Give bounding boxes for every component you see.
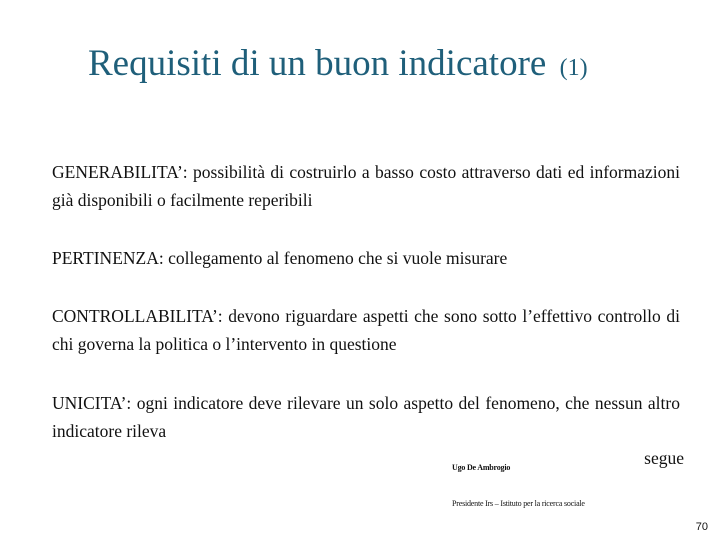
paragraph-controllabilita: CONTROLLABILITA’: devono riguardare aspetti che sono sotto l’effettivo controllo di chi governa la politica o l’intervento in questione: [52, 306, 680, 354]
slide-title-text: Requisiti di un buon indicatore: [88, 43, 547, 84]
author-name: Ugo De Ambrogio: [452, 463, 511, 472]
paragraph-generabilita: GENERABILITA’: possibilità di costruirlo a basso costo attraverso dati ed informazioni già disponibili o facilmente reperibili: [52, 162, 680, 210]
paragraph-unicita: UNICITA’: ogni indicatore deve rilevare un solo aspetto del fenomeno, che nessun altro indicatore rileva: [52, 393, 680, 441]
author-affiliation: Presidente Irs – Istituto per la ricerca sociale: [452, 499, 585, 508]
segue-label: segue: [644, 448, 684, 468]
slide-title: [88, 42, 588, 86]
page-number: 70: [695, 521, 708, 533]
slide-title-number: (1): [559, 55, 588, 81]
paragraph-pertinenza: PERTINENZA: collegamento al fenomeno che si vuole misurare: [52, 248, 508, 268]
